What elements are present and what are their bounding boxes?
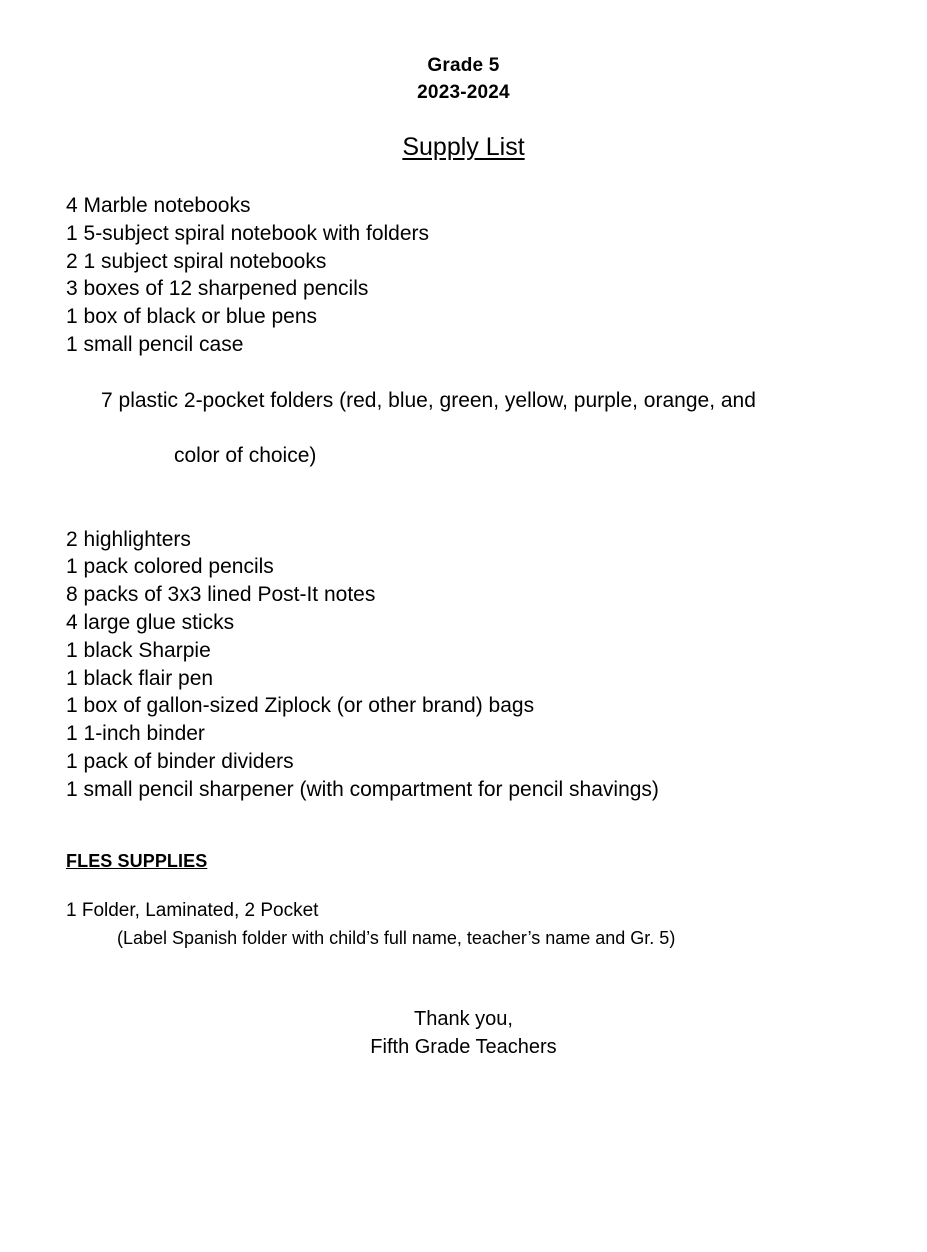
list-item [66,248,927,276]
list-item-text: 1 black flair pen [66,666,214,690]
list-item-text: 1 box of gallon-sized Ziplock (or other brand) bags [66,694,535,718]
list-item [66,303,927,331]
list-item [66,220,927,248]
list-item [66,692,927,720]
list-item [66,192,927,220]
list-item [66,581,927,609]
supply-list [66,192,927,804]
list-item-text: 1 small pencil case [66,332,244,356]
list-item-text: 1 box of black or blue pens [66,305,317,329]
list-item-text: 1 1-inch binder [66,722,205,746]
school-year-label: 2023-2024 [417,82,510,103]
list-item-text: 1 5-subject spiral notebook with folders [66,221,430,245]
fles-note-text: (Label Spanish folder with child’s full name, teacher’s name and Gr. 5) [117,927,676,948]
list-item [66,665,927,693]
list-item-text: 4 large glue sticks [66,610,235,634]
fles-item-text: 1 Folder, Laminated, 2 Pocket [66,899,319,921]
closing-thank-you: Thank you, [414,1007,513,1030]
list-item [66,331,927,359]
list-item-text: 7 plastic 2-pocket folders (red, blue, green, yellow, purple, orange, and [101,388,756,412]
list-item-continuation: color of choice) [174,444,317,468]
closing-signature: Fifth Grade Teachers [370,1035,557,1058]
grade-label: Grade 5 [427,55,500,76]
document-page [0,52,927,1252]
list-item-text: 4 Marble notebooks [66,194,251,217]
list-item [66,776,927,804]
list-item [66,748,927,776]
list-item-text: 1 pack of binder dividers [66,749,294,773]
list-item [66,609,927,637]
list-item-text: 2 1 subject spiral notebooks [66,249,327,273]
list-item [66,359,927,526]
list-item-text: 3 boxes of 12 sharpened pencils [66,277,369,301]
list-item [66,720,927,748]
list-item [66,526,927,554]
page-title: Supply List [402,133,525,161]
list-item [66,553,927,581]
fles-supplies-block [66,898,927,951]
fles-supplies-heading: FLES SUPPLIES [66,850,208,871]
list-item-text: 1 small pencil sharpener (with compartment for pencil shavings) [66,777,659,801]
closing-block [0,1005,927,1061]
list-item-text: 2 highlighters [66,527,191,551]
list-item [66,637,927,665]
list-item [66,275,927,303]
document-header [0,52,927,106]
list-item-text: 1 black Sharpie [66,638,211,662]
list-item-text: 1 pack colored pencils [66,555,274,579]
list-item-text: 8 packs of 3x3 lined Post-It notes [66,583,376,607]
